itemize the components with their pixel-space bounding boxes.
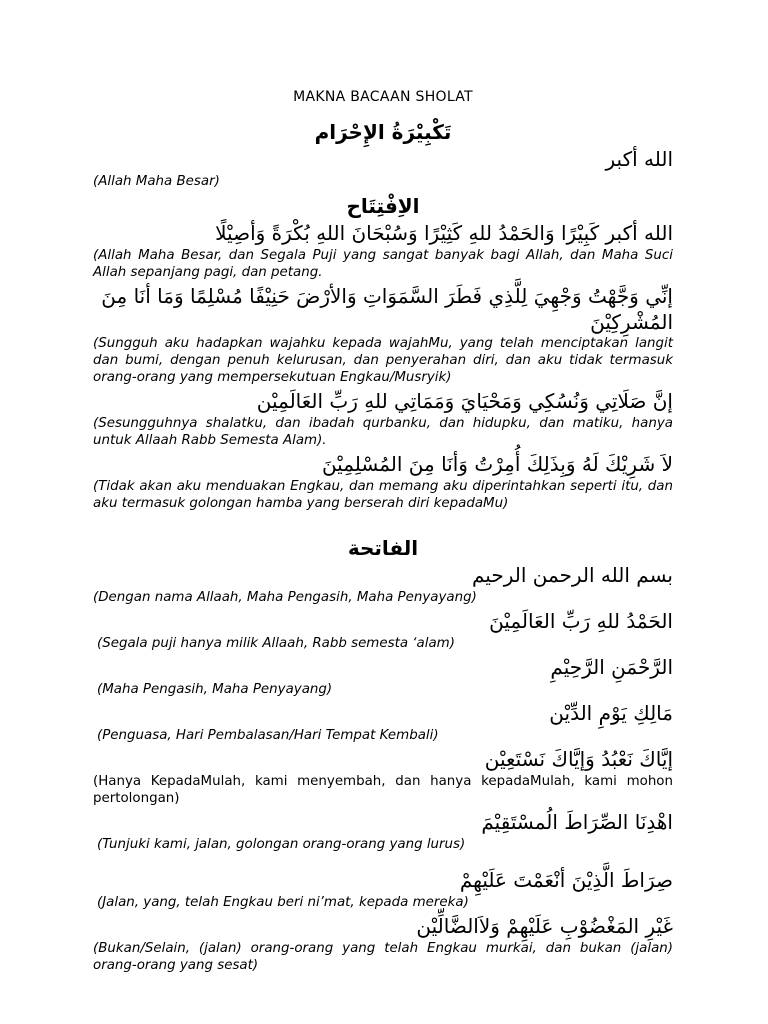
- arabic-iftitah-2: إنِّي وَجَّهْتُ وَجْهِيَ لِلَّذِي فَطَرَ السَّمَوَاتِ وَالأرْضَ حَنِيْفًا مُسْلِمًا وَمَا أنَا مِنَ المُشْرِكِيْنَ: [101, 284, 673, 334]
- translation-takbir: (Allah Maha Besar): [93, 174, 220, 189]
- arabic-fatihah-6: اهْدِنَا الصِّرَاطَ الُمسْتَقِيْمَ: [481, 810, 673, 834]
- arabic-fatihah-5: إيَّاكَ نَعْبُدُ وَإيَّاكَ نَسْتَعِيْن: [484, 747, 673, 771]
- arabic-fatihah-4: مَالِكِ يَوْمِ الدِّيْن: [549, 701, 673, 725]
- heading-fatihah: الفاتحة: [347, 536, 419, 560]
- translation-fatihah-8: (Bukan/Selain, (jalan) orang-orang yang telah Engkau murkai, dan bukan (jalan) orang-orang yang sesat): [93, 941, 673, 973]
- translation-iftitah-4: (Tidak akan aku menduakan Engkau, dan memang aku diperintahkan seperti itu, dan aku termasuk golongan hamba yang berserah diri kepadaMu): [93, 479, 673, 511]
- translation-iftitah-2: (Sungguh aku hadapkan wajahku kepada wajahMu, yang telah menciptakan langit dan bumi, dengan penuh kelurusan, dan penyerahan diri, dan aku tidak termasuk orang-orang yang mempersekutuan Engkau/Musryik): [93, 336, 673, 385]
- arabic-takbir: الله أكبر: [605, 147, 673, 171]
- document-page: [93, 86, 673, 976]
- translation-fatihah-3: (Maha Pengasih, Maha Penyayang): [97, 682, 333, 697]
- heading-iftitah: الاِفْتِتَاح: [346, 194, 420, 218]
- translation-fatihah-7: (Jalan, yang, telah Engkau beri ni’mat, kepada mereka): [97, 895, 469, 910]
- arabic-fatihah-3: الرَّحْمَنِ الرَّحِيْمِ: [550, 655, 673, 679]
- translation-iftitah-1: (Allah Maha Besar, dan Segala Puji yang sangat banyak bagi Allah, dan Maha Suci Allah sepanjang pagi, dan petang.: [93, 248, 673, 280]
- arabic-fatihah-7: صِرَاطَ الَّذِيْنَ أنْعَمْتَ عَلَيْهِمْ: [459, 868, 673, 892]
- translation-fatihah-5: (Hanya KepadaMulah, kami menyembah, dan hanya kepadaMulah, kami mohon pertolongan): [93, 774, 673, 806]
- verse-gap: [93, 855, 673, 867]
- arabic-iftitah-4: لاَ شَرِيْكَ لَهُ وَبِذَلِكَ أُمِرْتُ وَأنَا مِنَ المُسْلِمِيْنَ: [321, 452, 673, 476]
- translation-iftitah-3: (Sesungguhnya shalatku, dan ibadah qurbanku, dan hidupku, dan matiku, hanya untuk Allaah Rabb Semesta Alam).: [93, 416, 673, 448]
- arabic-iftitah-1: الله أكبر كَبِيْرًا وَالحَمْدُ للهِ كَثِيْرًا وَسُبْحَانَ اللهِ بُكْرَةً وَأصِيْلًا: [215, 221, 673, 245]
- heading-takbiratul-ihram: تَكْبِيْرَةُ الإِحْرَام: [314, 120, 452, 144]
- translation-fatihah-1: (Dengan nama Allaah, Maha Pengasih, Maha Penyayang): [93, 590, 477, 605]
- translation-fatihah-4: (Penguasa, Hari Pembalasan/Hari Tempat Kembali): [97, 728, 439, 743]
- translation-fatihah-6: (Tunjuki kami, jalan, golongan orang-orang yang lurus): [97, 837, 466, 852]
- section-gap: [93, 514, 673, 534]
- document-title: MAKNA BACAAN SHOLAT: [293, 89, 473, 105]
- arabic-fatihah-1: بسم الله الرحمن الرحيم: [471, 563, 673, 587]
- translation-fatihah-2: (Segala puji hanya milik Allaah, Rabb semesta ‘alam): [97, 636, 455, 651]
- arabic-fatihah-2: الحَمْدُ للهِ رَبِّ العَالَمِيْنَ: [489, 609, 673, 633]
- arabic-iftitah-3: إنَّ صَلَاتِي وَنُسُكِي وَمَحْيَايَ وَمَمَاتِي للهِ رَبِّ العَالَمِيْن: [256, 389, 673, 413]
- arabic-fatihah-8: غَيْرِ المَغْضُوْبِ عَلَيْهِمْ وَلاَالضَّالِّيْن: [416, 914, 673, 938]
